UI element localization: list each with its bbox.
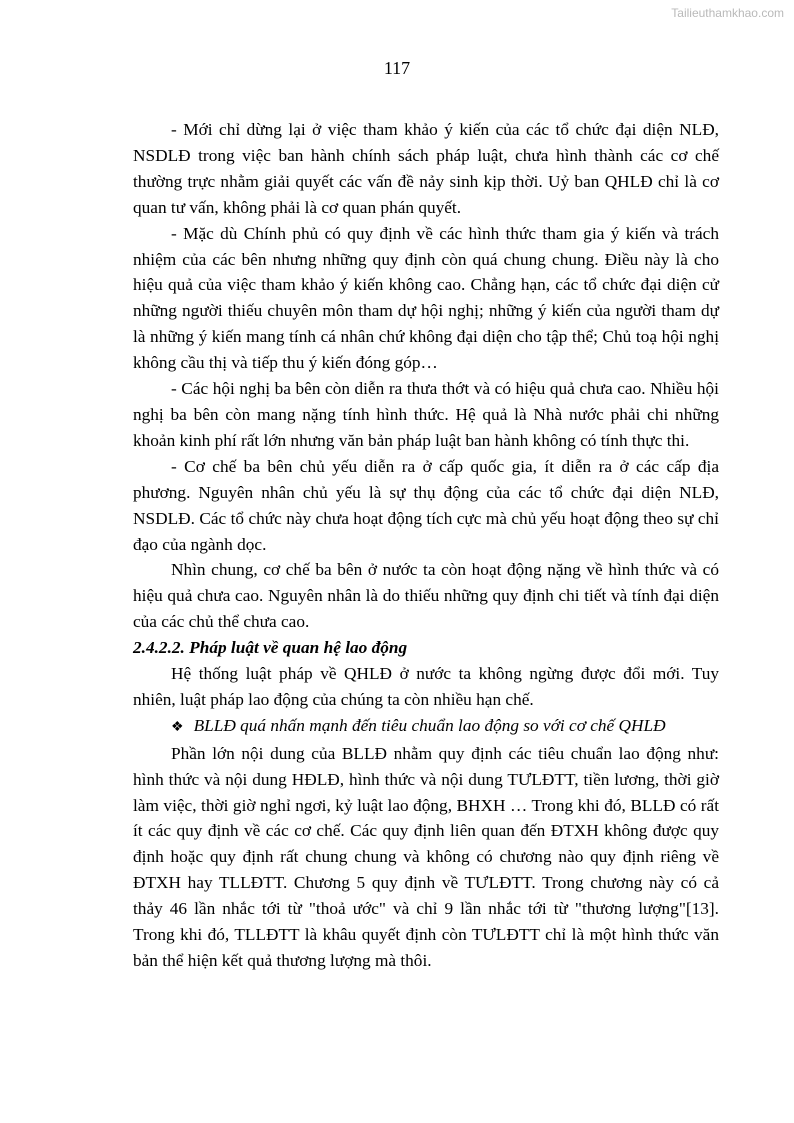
diamond-bullet-icon: ❖ — [171, 719, 184, 735]
paragraph: - Mới chỉ dừng lại ở việc tham khảo ý kiến của các tổ chức đại diện NLĐ, NSDLĐ trong việc ban hành chính sách pháp luật, chưa hình thành các cơ chế thường trực nhằm giải quyết các vấn đề nảy sinh kịp thời. Uỷ ban QHLĐ chỉ là cơ quan tư vấn, không phải là cơ quan phán quyết. — [133, 120, 719, 217]
paragraph: Phần lớn nội dung của BLLĐ nhằm quy định các tiêu chuẩn lao động như: hình thức và nội dung HĐLĐ, hình thức và nội dung TƯLĐTT, tiền lương, thời giờ làm việc, thời giờ nghỉ ngơi, kỷ luật lao động, BHXH … Trong khi đó, BLLĐ có rất ít các quy định về các cơ chế. Các quy định liên quan đến ĐTXH không được quy định hoặc quy định rất chung chung và không có chương nào quy định riêng về ĐTXH hay TLLĐTT. Chương 5 quy định về TƯLĐTT. Trong chương này có cả thảy 46 lần nhắc tới từ "thoả ước" và chỉ 9 lần nhắc tới từ "thương lượng"[13]. Trong khi đó, TLLĐTT là khâu quyết định còn TƯLĐTT chỉ là một hình thức văn bản thể hiện kết quả thương lượng mà thôi. — [133, 743, 719, 970]
section-heading: 2.4.2.2. Pháp luật về quan hệ lao động — [133, 638, 408, 658]
document-body — [133, 117, 719, 974]
watermark: Tailieuthamkhao.com — [671, 6, 784, 20]
bullet-item — [133, 713, 719, 741]
paragraph: Hệ thống luật pháp về QHLĐ ở nước ta không ngừng được đổi mới. Tuy nhiên, luật pháp lao động của chúng ta còn nhiều hạn chế. — [133, 664, 719, 709]
page-number: 117 — [383, 58, 411, 78]
paragraph: - Mặc dù Chính phủ có quy định về các hình thức tham gia ý kiến và trách nhiệm của các bên nhưng những quy định còn quá chung chung. Điều này là cho hiệu quả của việc tham khảo ý kiến không cao. Chẳng hạn, các tổ chức đại diện cử những người thiếu chuyên môn tham dự hội nghị; những ý kiến của người tham dự là những ý kiến mang tính cá nhân chứ không đại diện cho tập thể; Chủ toạ hội nghị không cầu thị và tiếp thu ý kiến đóng góp… — [133, 223, 719, 373]
paragraph: - Cơ chế ba bên chủ yếu diễn ra ở cấp quốc gia, ít diễn ra ở các cấp địa phương. Nguyên nhân chủ yếu là sự thụ động của các tổ chức đại diện NLĐ, NSDLĐ. Các tổ chức này chưa hoạt động tích cực mà chủ yếu hoạt động theo sự chỉ đạo của ngành dọc. — [133, 456, 719, 554]
paragraph: - Các hội nghị ba bên còn diễn ra thưa thớt và có hiệu quả chưa cao. Nhiều hội nghị ba bên còn mang nặng tính hình thức. Hệ quả là Nhà nước phải chi những khoản kinh phí rất lớn nhưng văn bản pháp luật ban hành không có tính thực thi. — [133, 379, 719, 450]
paragraph: Nhìn chung, cơ chế ba bên ở nước ta còn hoạt động nặng về hình thức và có hiệu quả chưa cao. Nguyên nhân là do thiếu những quy định chi tiết và tính đại diện của các chủ thể chưa cao. — [133, 560, 719, 632]
bullet-text: BLLĐ quá nhấn mạnh đến tiêu chuẩn lao động so với cơ chế QHLĐ — [193, 715, 666, 735]
